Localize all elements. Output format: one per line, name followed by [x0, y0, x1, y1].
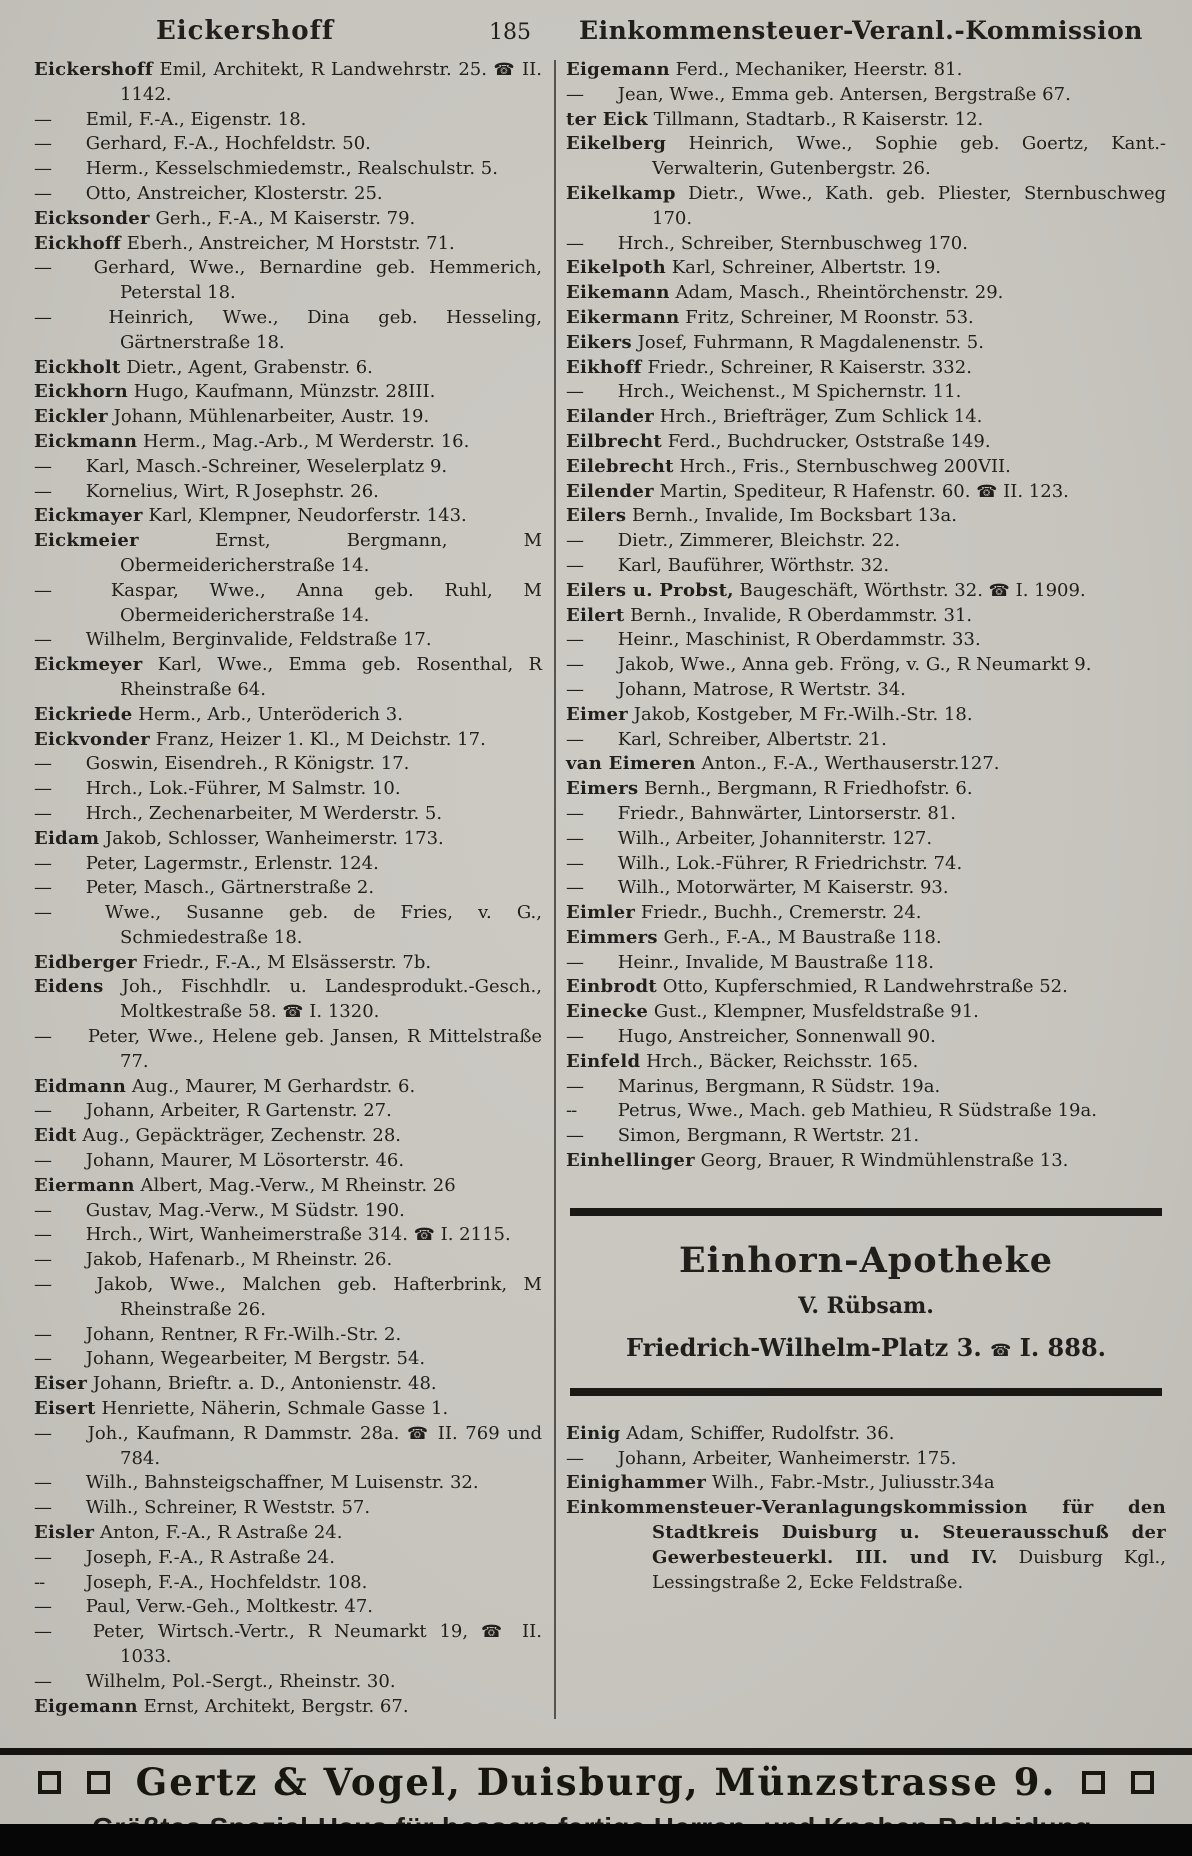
page-number: 185 [489, 20, 531, 45]
directory-entry: — Wilh., Schreiner, R Weststr. 57. [34, 1496, 542, 1521]
directory-entry: Eickhoff Eberh., Anstreicher, M Horststr. 71. [34, 232, 455, 254]
directory-entry: — Joh., Kaufmann, R Dammstr. 28a. ☎ II. 769 und 784. [34, 1422, 542, 1469]
right-column-bottom [566, 1422, 1166, 1596]
surname: Eimers [566, 778, 639, 800]
directory-entry: — Karl, Masch.-Schreiner, Weselerplatz 9. [34, 455, 542, 480]
ditto-dash: — [34, 1546, 51, 1568]
directory-entry: Eickmeier Ernst, Bergmann, M Obermeidericherstraße 14. [34, 530, 542, 576]
left-column [34, 58, 542, 1719]
surname: Eikers [566, 331, 632, 353]
directory-entry: Eilebrecht Hrch., Fris., Sternbuschweg 200VII. [566, 455, 1011, 477]
ditto-dash: — [566, 1447, 583, 1469]
directory-entry: Eikelpoth Karl, Schreiner, Albertstr. 19. [566, 257, 941, 279]
surname: Eisler [34, 1522, 95, 1544]
directory-entry: — Peter, Wirtsch.-Vertr., R Neumarkt 19, ☎ II. 1033. [34, 1621, 542, 1667]
ditto-dash: — [566, 629, 583, 651]
directory-entry: Eikers Josef, Fuhrmann, R Magdalenenstr. 5. [566, 331, 984, 353]
directory-entry: — Johann, Rentner, R Fr.-Wilh.-Str. 2. [34, 1323, 542, 1348]
surname: Eidt [34, 1125, 77, 1147]
directory-entry: — Heinr., Maschinist, R Oberdammstr. 33. [566, 628, 1166, 653]
directory-entry: -- Petrus, Wwe., Mach. geb Mathieu, R Südstraße 19a. [566, 1099, 1166, 1124]
ditto-dash: — [566, 83, 583, 105]
right-column-top [566, 58, 1166, 1174]
ditto-dash: — [34, 1472, 51, 1494]
header-right-title: Einkommensteuer-Veranl.-Kommission [579, 16, 1143, 45]
column-divider [554, 60, 556, 1719]
ditto-dash: — [34, 1274, 51, 1296]
surname: Eikelberg [566, 133, 667, 155]
directory-entry: Eilers u. Probst, Baugeschäft, Wörthstr. 32. ☎ I. 1909. [566, 579, 1086, 601]
directory-entry: Eikemann Adam, Masch., Rheintörchenstr. 29. [566, 282, 1004, 304]
directory-entry: Eikhoff Friedr., Schreiner, R Kaiserstr. 332. [566, 356, 972, 378]
directory-entry: Einighammer Wilh., Fabr.-Mstr., Juliusstr.34a [566, 1472, 995, 1494]
directory-entry: — Wilh., Lok.-Führer, R Friedrichstr. 74. [566, 852, 1166, 877]
ditto-dash: — [34, 1323, 51, 1345]
directory-entry: — Wwe., Susanne geb. de Fries, v. G., Schmiedestraße 18. [34, 902, 542, 948]
ditto-dash: — [566, 232, 583, 254]
directory-entry: Eickholt Dietr., Agent, Grabenstr. 6. [34, 356, 373, 378]
surname: Eidmann [34, 1075, 127, 1097]
square-ornament [1131, 1771, 1154, 1794]
phone-icon: ☎ [988, 580, 1010, 601]
ditto-dash: — [34, 1596, 51, 1618]
surname: ter Eick [566, 108, 648, 130]
phone-icon: ☎ [413, 1225, 435, 1246]
directory-entry: — Heinrich, Wwe., Dina geb. Hesseling, Gärtnerstraße 18. [34, 306, 542, 353]
surname: Eikelpoth [566, 257, 667, 279]
directory-entry: Eiser Johann, Brieftr. a. D., Antonienstr. 48. [34, 1373, 437, 1395]
ditto-dash: — [566, 951, 583, 973]
directory-entry: — Peter, Masch., Gärtnerstraße 2. [34, 876, 542, 901]
directory-entry: Eickmann Herm., Mag.-Arb., M Werderstr. 16. [34, 430, 470, 452]
directory-entry: — Goswin, Eisendreh., R Königstr. 17. [34, 752, 542, 777]
directory-entry: — Jakob, Wwe., Malchen geb. Hafterbrink, M Rheinstraße 26. [34, 1274, 542, 1320]
ad-title: Einhorn-Apotheke [679, 1239, 1053, 1281]
directory-entry: Eicksonder Gerh., F.-A., M Kaiserstr. 79. [34, 207, 416, 229]
directory-entry: — Hugo, Anstreicher, Sonnenwall 90. [566, 1025, 1166, 1050]
surname: Eickholt [34, 356, 121, 378]
surname: Eimer [566, 703, 629, 725]
ditto-dash: — [34, 257, 51, 279]
directory-entry: — Johann, Matrose, R Wertstr. 34. [566, 678, 1166, 703]
directory-entry: Eickershoff Emil, Architekt, R Landwehrstr. 25. ☎ II. 1142. [34, 59, 542, 105]
ditto-dash: — [566, 654, 583, 676]
directory-entry: ter Eick Tillmann, Stadtarb., R Kaiserstr. 12. [566, 108, 984, 130]
square-ornament [87, 1771, 110, 1794]
ditto-dash: — [566, 1125, 583, 1147]
directory-entry: — Wilh., Motorwärter, M Kaiserstr. 93. [566, 876, 1166, 901]
ditto-dash: — [34, 158, 51, 180]
ditto-dash: — [34, 753, 51, 775]
ditto-dash: — [34, 1670, 51, 1692]
surname: Eimler [566, 902, 636, 924]
ditto-dash: — [34, 1026, 51, 1048]
header-left-title: Eickershoff [155, 16, 335, 46]
directory-entry: — Peter, Lagermstr., Erlenstr. 124. [34, 852, 542, 877]
surname: Eickmann [34, 430, 138, 452]
directory-entry: Eidmann Aug., Maurer, M Gerhardstr. 6. [34, 1075, 416, 1097]
directory-entry: — Heinr., Invalide, M Baustraße 118. [566, 951, 1166, 976]
directory-entry: — Hrch., Lok.-Führer, M Salmstr. 10. [34, 777, 542, 802]
directory-entry: Eiermann Albert, Mag.-Verw., M Rheinstr. 26 [34, 1174, 456, 1196]
surname: Eicksonder [34, 207, 150, 229]
surname: Eickhoff [34, 232, 121, 254]
ditto-dash: — [34, 1422, 51, 1444]
directory-entry: Eickriede Herm., Arb., Unteröderich 3. [34, 703, 403, 725]
surname: Eickmeyer [34, 654, 143, 676]
directory-entry: Einhellinger Georg, Brauer, R Windmühlenstraße 13. [566, 1150, 1069, 1172]
surname: Eigemann [34, 1695, 138, 1717]
ditto-dash: — [566, 1075, 583, 1097]
ditto-dash: — [34, 1150, 51, 1172]
ditto-dash: — [34, 629, 51, 651]
ditto-dash: — [566, 802, 583, 824]
directory-entry: — Hrch., Weichenst., M Spichernstr. 11. [566, 380, 1166, 405]
ditto-dash: — [34, 902, 51, 924]
directory-entry: — Paul, Verw.-Geh., Moltkestr. 47. [34, 1595, 542, 1620]
directory-entry: — Johann, Maurer, M Lösorterstr. 46. [34, 1149, 542, 1174]
ditto-dash: — [566, 381, 583, 403]
footer-rule [0, 1748, 1192, 1755]
ditto-dash: — [566, 877, 583, 899]
directory-entry: — Dietr., Zimmerer, Bleichstr. 22. [566, 529, 1166, 554]
directory-entry: Eilert Bernh., Invalide, R Oberdammstr. 31. [566, 604, 973, 626]
surname: Eilebrecht [566, 455, 674, 477]
surname: Eickmayer [34, 505, 143, 527]
ditto-dash: — [34, 306, 51, 328]
directory-entry: Eigemann Ernst, Architekt, Bergstr. 67. [34, 1695, 409, 1717]
square-ornament [38, 1771, 61, 1794]
directory-entry: — Wilhelm, Pol.-Sergt., Rheinstr. 30. [34, 1670, 542, 1695]
ditto-dash: — [34, 133, 51, 155]
phone-icon: ☎ [990, 1340, 1012, 1361]
surname: Einhellinger [566, 1150, 695, 1172]
directory-entry: Eickhorn Hugo, Kaufmann, Münzstr. 28III. [34, 381, 436, 403]
directory-entry: — Kaspar, Wwe., Anna geb. Ruhl, M Obermeidericherstraße 14. [34, 579, 542, 626]
surname: Eisert [34, 1398, 96, 1420]
surname: Eickvonder [34, 728, 151, 750]
directory-entry: — Karl, Bauführer, Wörthstr. 32. [566, 554, 1166, 579]
directory-entry: Eidberger Friedr., F.-A., M Elsässerstr. 7b. [34, 951, 432, 973]
banner-headline-row [0, 1760, 1192, 1804]
surname: Einig [566, 1422, 621, 1444]
page-header [0, 0, 1192, 50]
ditto-dash: — [566, 728, 583, 750]
ditto-dash: — [34, 802, 51, 824]
scan-edge-band [0, 1824, 1192, 1856]
directory-entry: — Gerhard, F.-A., Hochfeldstr. 50. [34, 132, 542, 157]
ditto-dash: — [34, 1497, 51, 1519]
directory-entry: Eilander Hrch., Briefträger, Zum Schlick 14. [566, 406, 983, 428]
directory-entry: — Peter, Wwe., Helene geb. Jansen, R Mittelstraße 77. [34, 1026, 542, 1072]
directory-entry: Eigemann Ferd., Mechaniker, Heerstr. 81. [566, 59, 963, 80]
ditto-dash: — [34, 455, 51, 477]
right-column [566, 58, 1166, 1719]
surname: Eiser [34, 1373, 88, 1395]
directory-entry: Eilender Martin, Spediteur, R Hafenstr. 60. ☎ II. 123. [566, 480, 1069, 502]
directory-entry: — Simon, Bergmann, R Wertstr. 21. [566, 1124, 1166, 1149]
ditto-dash: — [34, 1224, 51, 1246]
directory-entry: Eilbrecht Ferd., Buchdrucker, Oststraße 149. [566, 430, 991, 452]
ditto-dash: — [34, 1199, 51, 1221]
directory-entry: — Jean, Wwe., Emma geb. Antersen, Bergstraße 67. [566, 83, 1166, 108]
directory-entry: — Marinus, Bergmann, R Südstr. 19a. [566, 1075, 1166, 1100]
directory-entry: — Wilh., Bahnsteigschaffner, M Luisenstr. 32. [34, 1471, 542, 1496]
directory-entry: Einkommensteuer-Veranlagungskommission für den Stadtkreis Duisburg u. Steuerausschuß der Gewerbesteuerkl. III. und IV. Duisburg Kgl., Lessingstraße 2, Ecke Feldstraße. [566, 1497, 1166, 1593]
ditto-dash: — [34, 182, 51, 204]
ditto-dash: — [566, 852, 583, 874]
directory-entry: — Hrch., Wirt, Wanheimerstraße 314. ☎ I. 2115. [34, 1223, 542, 1248]
ditto-dash: — [566, 554, 583, 576]
surname: Eidam [34, 827, 100, 849]
ad-address: Friedrich-Wilhelm-Platz 3. [626, 1332, 982, 1362]
directory-entry: — Jakob, Wwe., Anna geb. Fröng, v. G., R Neumarkt 9. [566, 653, 1166, 678]
directory-entry: Eickler Johann, Mühlenarbeiter, Austr. 19. [34, 406, 430, 428]
surname: Einighammer [566, 1472, 707, 1494]
directory-entry: — Gerhard, Wwe., Bernardine geb. Hemmerich, Peterstal 18. [34, 257, 542, 304]
directory-entry: — Herm., Kesselschmiedemstr., Realschulstr. 5. [34, 157, 542, 182]
directory-entry: — Johann, Arbeiter, Wanheimerstr. 175. [566, 1447, 1166, 1472]
surname: Eickershoff [34, 59, 153, 80]
ditto-dash: -- [34, 1571, 45, 1593]
surname: Eikemann [566, 282, 670, 304]
surname: Eikhoff [566, 356, 642, 378]
directory-entry: — Hrch., Schreiber, Sternbuschweg 170. [566, 232, 1166, 257]
phone-icon: ☎ [282, 1002, 304, 1023]
directory-entry: — Hrch., Zechenarbeiter, M Werderstr. 5. [34, 802, 542, 827]
directory-entry: — Joseph, F.-A., R Astraße 24. [34, 1546, 542, 1571]
phone-icon: ☎ [407, 1423, 431, 1444]
directory-entry: Eickmeyer Karl, Wwe., Emma geb. Rosenthal, R Rheinstraße 64. [34, 654, 542, 700]
surname: Eickler [34, 406, 108, 428]
surname: Eidens [34, 976, 104, 998]
surname: Eickriede [34, 703, 133, 725]
directory-entry: Eimers Bernh., Bergmann, R Friedhofstr. 6. [566, 778, 973, 800]
directory-entry: Eickvonder Franz, Heizer 1. Kl., M Deichstr. 17. [34, 728, 486, 750]
surname: Einkommensteuer-Veranlagungskommission für den Stadtkreis Duisburg u. Steuerausschuß der Gewerbesteuerkl. III. und IV. [566, 1497, 1166, 1568]
directory-entry: Einig Adam, Schiffer, Rudolfstr. 36. [566, 1422, 895, 1444]
ditto-dash: — [566, 678, 583, 700]
directory-entry: Eikelberg Heinrich, Wwe., Sophie geb. Goertz, Kant.-Verwalterin, Gutenbergstr. 26. [566, 133, 1166, 180]
directory-entry: — Otto, Anstreicher, Klosterstr. 25. [34, 182, 542, 207]
directory-entry: -- Joseph, F.-A., Hochfeldstr. 108. [34, 1571, 542, 1596]
square-ornament [1082, 1771, 1105, 1794]
surname: van Eimeren [566, 753, 696, 775]
directory-entry: Einfeld Hrch., Bäcker, Reichsstr. 165. [566, 1050, 919, 1072]
phone-icon: ☎ [493, 60, 516, 80]
directory-entry: — Jakob, Hafenarb., M Rheinstr. 26. [34, 1248, 542, 1273]
surname: Eiermann [34, 1174, 135, 1196]
surname: Eikermann [566, 306, 680, 328]
ditto-dash: — [34, 1348, 51, 1370]
phone-icon: ☎ [976, 481, 998, 502]
ditto-dash: — [566, 530, 583, 552]
ditto-dash: — [34, 579, 51, 601]
surname: Eidberger [34, 951, 137, 973]
directory-entry: — Wilh., Arbeiter, Johanniterstr. 127. [566, 827, 1166, 852]
ditto-dash: — [34, 852, 51, 874]
directory-entry: Eisler Anton, F.-A., R Astraße 24. [34, 1522, 343, 1544]
directory-entry: Eickmayer Karl, Klempner, Neudorferstr. 143. [34, 505, 467, 527]
ditto-dash: — [34, 108, 51, 130]
directory-entry: Einecke Gust., Klempner, Musfeldstraße 91. [566, 1001, 979, 1023]
ditto-dash: — [34, 1249, 51, 1271]
directory-entry: Eilers Bernh., Invalide, Im Bocksbart 13a. [566, 505, 957, 527]
surname: Eimmers [566, 926, 658, 948]
directory-entry: — Kornelius, Wirt, R Josephstr. 26. [34, 480, 542, 505]
phone-icon: ☎ [480, 1622, 510, 1643]
surname: Einbrodt [566, 976, 658, 998]
directory-entry: — Emil, F.-A., Eigenstr. 18. [34, 108, 542, 133]
ditto-dash: -- [566, 1100, 577, 1122]
ditto-dash: — [34, 1621, 51, 1643]
surname: Eigemann [566, 59, 670, 80]
surname: Eilander [566, 406, 655, 428]
directory-entry: Eimer Jakob, Kostgeber, M Fr.-Wilh.-Str. 18. [566, 703, 973, 725]
directory-entry: — Gustav, Mag.-Verw., M Südstr. 190. [34, 1199, 542, 1224]
directory-entry: — Friedr., Bahnwärter, Lintorserstr. 81. [566, 802, 1166, 827]
surname: Eickmeier [34, 530, 139, 552]
directory-entry: Eimler Friedr., Buchh., Cremerstr. 24. [566, 902, 922, 924]
directory-entry: Eidt Aug., Gepäckträger, Zechenstr. 28. [34, 1125, 402, 1147]
ditto-dash: — [566, 1026, 583, 1048]
ditto-dash: — [34, 877, 51, 899]
directory-entry: Einbrodt Otto, Kupferschmied, R Landwehrstraße 52. [566, 976, 1068, 998]
surname: Eilbrecht [566, 430, 662, 452]
ditto-dash: — [34, 778, 51, 800]
ditto-dash: — [34, 1100, 51, 1122]
surname: Eilers [566, 505, 627, 527]
ditto-dash: — [34, 480, 51, 502]
surname: Eilender [566, 480, 654, 502]
directory-entry: — Karl, Schreiber, Albertstr. 21. [566, 728, 1166, 753]
surname: Eikelkamp [566, 182, 676, 204]
surname: Eilert [566, 604, 625, 626]
ad-address-line [570, 1333, 1162, 1362]
ditto-dash: — [566, 827, 583, 849]
directory-entry: Eisert Henriette, Näherin, Schmale Gasse 1. [34, 1398, 449, 1420]
ad-owner: V. Rübsam. [798, 1292, 934, 1319]
directory-entry: Eikermann Fritz, Schreiner, M Roonstr. 53. [566, 306, 974, 328]
directory-entry: — Wilhelm, Berginvalide, Feldstraße 17. [34, 628, 542, 653]
directory-entry: Eidam Jakob, Schlosser, Wanheimerstr. 173. [34, 827, 444, 849]
surname: Eickhorn [34, 381, 129, 403]
banner-headline: Gertz & Vogel, Duisburg, Münzstrasse 9. [135, 1760, 1057, 1804]
directory-entry: Eimmers Gerh., F.-A., M Baustraße 118. [566, 926, 942, 948]
surname: Einfeld [566, 1050, 641, 1072]
directory-entry: — Johann, Wegearbeiter, M Bergstr. 54. [34, 1347, 542, 1372]
directory-columns [0, 50, 1192, 1719]
surname: Eilers u. Probst, [566, 579, 734, 601]
pharmacy-ad-box [570, 1208, 1162, 1396]
directory-entry: van Eimeren Anton., F.-A., Werthauserstr.127. [566, 753, 1000, 775]
directory-entry: Eikelkamp Dietr., Wwe., Kath. geb. Pliester, Sternbuschweg 170. [566, 182, 1166, 229]
surname: Einecke [566, 1001, 649, 1023]
directory-entry: Eidens Joh., Fischhdlr. u. Landesprodukt.-Gesch., Moltkestraße 58. ☎ I. 1320. [34, 976, 542, 1023]
directory-entry: — Johann, Arbeiter, R Gartenstr. 27. [34, 1099, 542, 1124]
ad-phone-number: I. 888. [1019, 1332, 1106, 1362]
